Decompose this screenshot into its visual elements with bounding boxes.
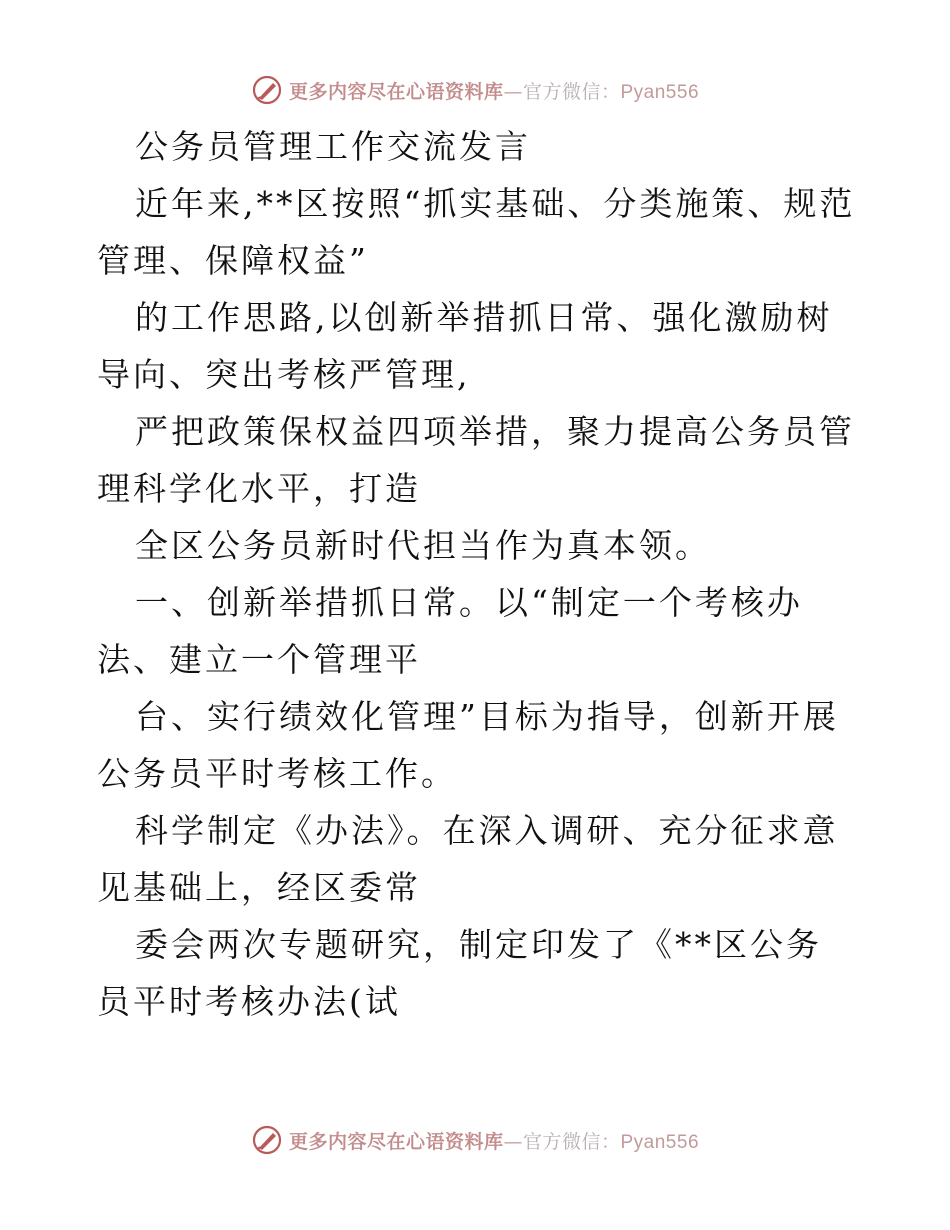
quill-logo-icon	[251, 1124, 283, 1156]
watermark-wechat-id: Pyan556	[620, 1131, 700, 1153]
paragraph: 全区公务员新时代担当作为真本领。	[135, 526, 711, 565]
quill-logo-icon	[251, 74, 283, 106]
watermark-wechat-id: Pyan556	[620, 81, 700, 103]
watermark-brand: 更多内容尽在心语资料库	[288, 1130, 504, 1153]
document-title: 公务员管理工作交流发言	[135, 127, 531, 166]
header-watermark	[0, 72, 950, 108]
watermark-dash: —	[503, 1130, 523, 1153]
paragraph: 科学制定《办法》。在深入调研、充分征求意见基础上，经区委常	[97, 811, 839, 907]
paragraph: 严把政策保权益四项举措，聚力提高公务员管理科学化水平，打造	[97, 412, 855, 508]
watermark-text	[289, 1127, 699, 1154]
watermark-brand: 更多内容尽在心语资料库	[288, 80, 504, 103]
watermark-text	[289, 77, 699, 104]
footer-watermark	[0, 1122, 950, 1158]
paragraph: 的工作思路,以创新举措抓日常、强化激励树导向、突出考核严管理,	[97, 298, 833, 394]
watermark-wechat-label: 官方微信：	[522, 1130, 621, 1153]
paragraph: 委会两次专题研究，制定印发了《**区公务员平时考核办法(试	[97, 925, 822, 1021]
watermark-dash: —	[503, 80, 523, 103]
paragraph: 台、实行绩效化管理”目标为指导，创新开展公务员平时考核工作。	[97, 697, 839, 793]
watermark-wechat-label: 官方微信：	[522, 80, 621, 103]
paragraph: 近年来,**区按照“抓实基础、分类施策、规范管理、保障权益”	[97, 184, 856, 280]
document-body	[97, 118, 857, 1030]
paragraph: 一、创新举措抓日常。以“制定一个考核办法、建立一个管理平	[97, 583, 803, 679]
